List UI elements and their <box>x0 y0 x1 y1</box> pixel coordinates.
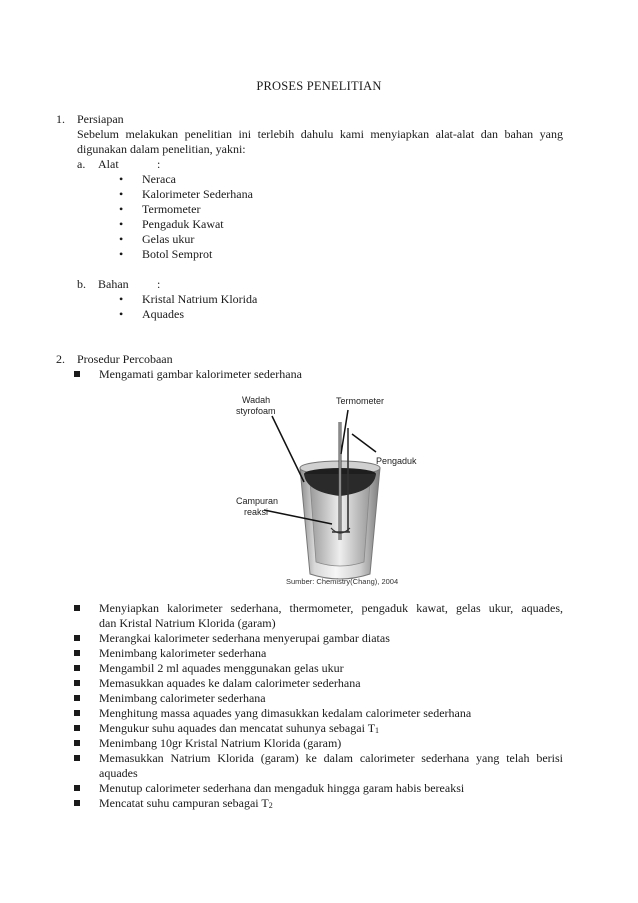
alat-item: • Botol Semprot <box>142 247 212 262</box>
label-pengaduk: Pengaduk <box>376 456 417 466</box>
calorimeter-figure <box>228 392 417 590</box>
bahan-letter: b. <box>77 277 86 291</box>
bahan-item: • Aquades <box>142 307 184 322</box>
label-wadah-line1: Wadah <box>242 395 271 405</box>
procedure-item: Merangkai kalorimeter sederhana menyerupai gambar diatas <box>99 631 390 645</box>
procedure-item-continuation: aquades <box>99 766 138 780</box>
procedure-item <box>99 796 273 813</box>
alat-colon: : <box>157 157 161 171</box>
alat-label: Alat <box>98 157 119 171</box>
figure-source: Sumber: Chemistry(Chang), 2004 <box>286 577 399 586</box>
label-campuran-line1: Campuran <box>236 496 279 506</box>
procedure-item: Mengambil 2 ml aquades menggunakan gelas ukur <box>99 661 344 675</box>
section-1-number: 1. <box>56 112 65 126</box>
section-1-intro-line1: Sebelum melakukan penelitian ini terlebih dahulu kami menyiapkan alat-alat dan bahan yang <box>77 127 563 141</box>
procedure-item: Menimbang 10gr Kristal Natrium Klorida (garam) <box>99 736 342 750</box>
procedure-item: Menghitung massa aquades yang dimasukkan kedalam calorimeter sederhana <box>99 706 472 720</box>
procedure-item: Menimbang kalorimeter sederhana <box>99 646 267 660</box>
subscript-t1: 1 <box>375 726 380 735</box>
procedure-item: Menutup calorimeter sederhana dan mengaduk hingga garam habis bereaksi <box>99 781 465 795</box>
alat-letter: a. <box>77 157 86 171</box>
section-1-intro-line2: digunakan dalam penelitian, yakni: <box>77 142 246 156</box>
label-termometer: Termometer <box>336 396 385 406</box>
alat-item: • Neraca <box>142 172 176 187</box>
procedure-item: Memasukkan aquades ke dalam calorimeter sederhana <box>99 676 361 690</box>
section-1-heading: Persiapan <box>77 112 124 126</box>
bahan-label: Bahan <box>98 277 129 291</box>
procedure-item: Mengamati gambar kalorimeter sederhana <box>99 367 302 381</box>
procedure-item: Menimbang calorimeter sederhana <box>99 691 266 705</box>
procedure-item-text: Mencatat suhu campuran sebagai T <box>99 796 269 810</box>
section-2-number: 2. <box>56 352 65 366</box>
subscript-t2: 2 <box>268 801 273 810</box>
alat-item: • Termometer <box>142 202 200 217</box>
page-title: PROSES PENELITIAN <box>256 79 382 93</box>
bahan-colon: : <box>157 277 161 291</box>
procedure-item: Menyiapkan kalorimeter sederhana, thermometer, pengaduk kawat, gelas ukur, aquades, <box>99 601 563 615</box>
procedure-item-text: Mengukur suhu aquades dan mencatat suhunya sebagai T <box>99 721 376 735</box>
procedure-item: Memasukkan Natrium Klorida (garam) ke dalam calorimeter sederhana yang telah berisi <box>99 751 563 765</box>
section-2-heading: Prosedur Percobaan <box>77 352 173 366</box>
alat-item: • Kalorimeter Sederhana <box>142 187 253 202</box>
procedure-item-continuation: dan Kristal Natrium Klorida (garam) <box>99 616 276 630</box>
bahan-item: • Kristal Natrium Klorida <box>142 292 257 307</box>
alat-item: • Pengaduk Kawat <box>142 217 224 232</box>
label-campuran-line2: reaksi <box>244 507 269 517</box>
label-wadah-line2: styrofoam <box>236 406 276 416</box>
alat-item: • Gelas ukur <box>142 232 194 247</box>
